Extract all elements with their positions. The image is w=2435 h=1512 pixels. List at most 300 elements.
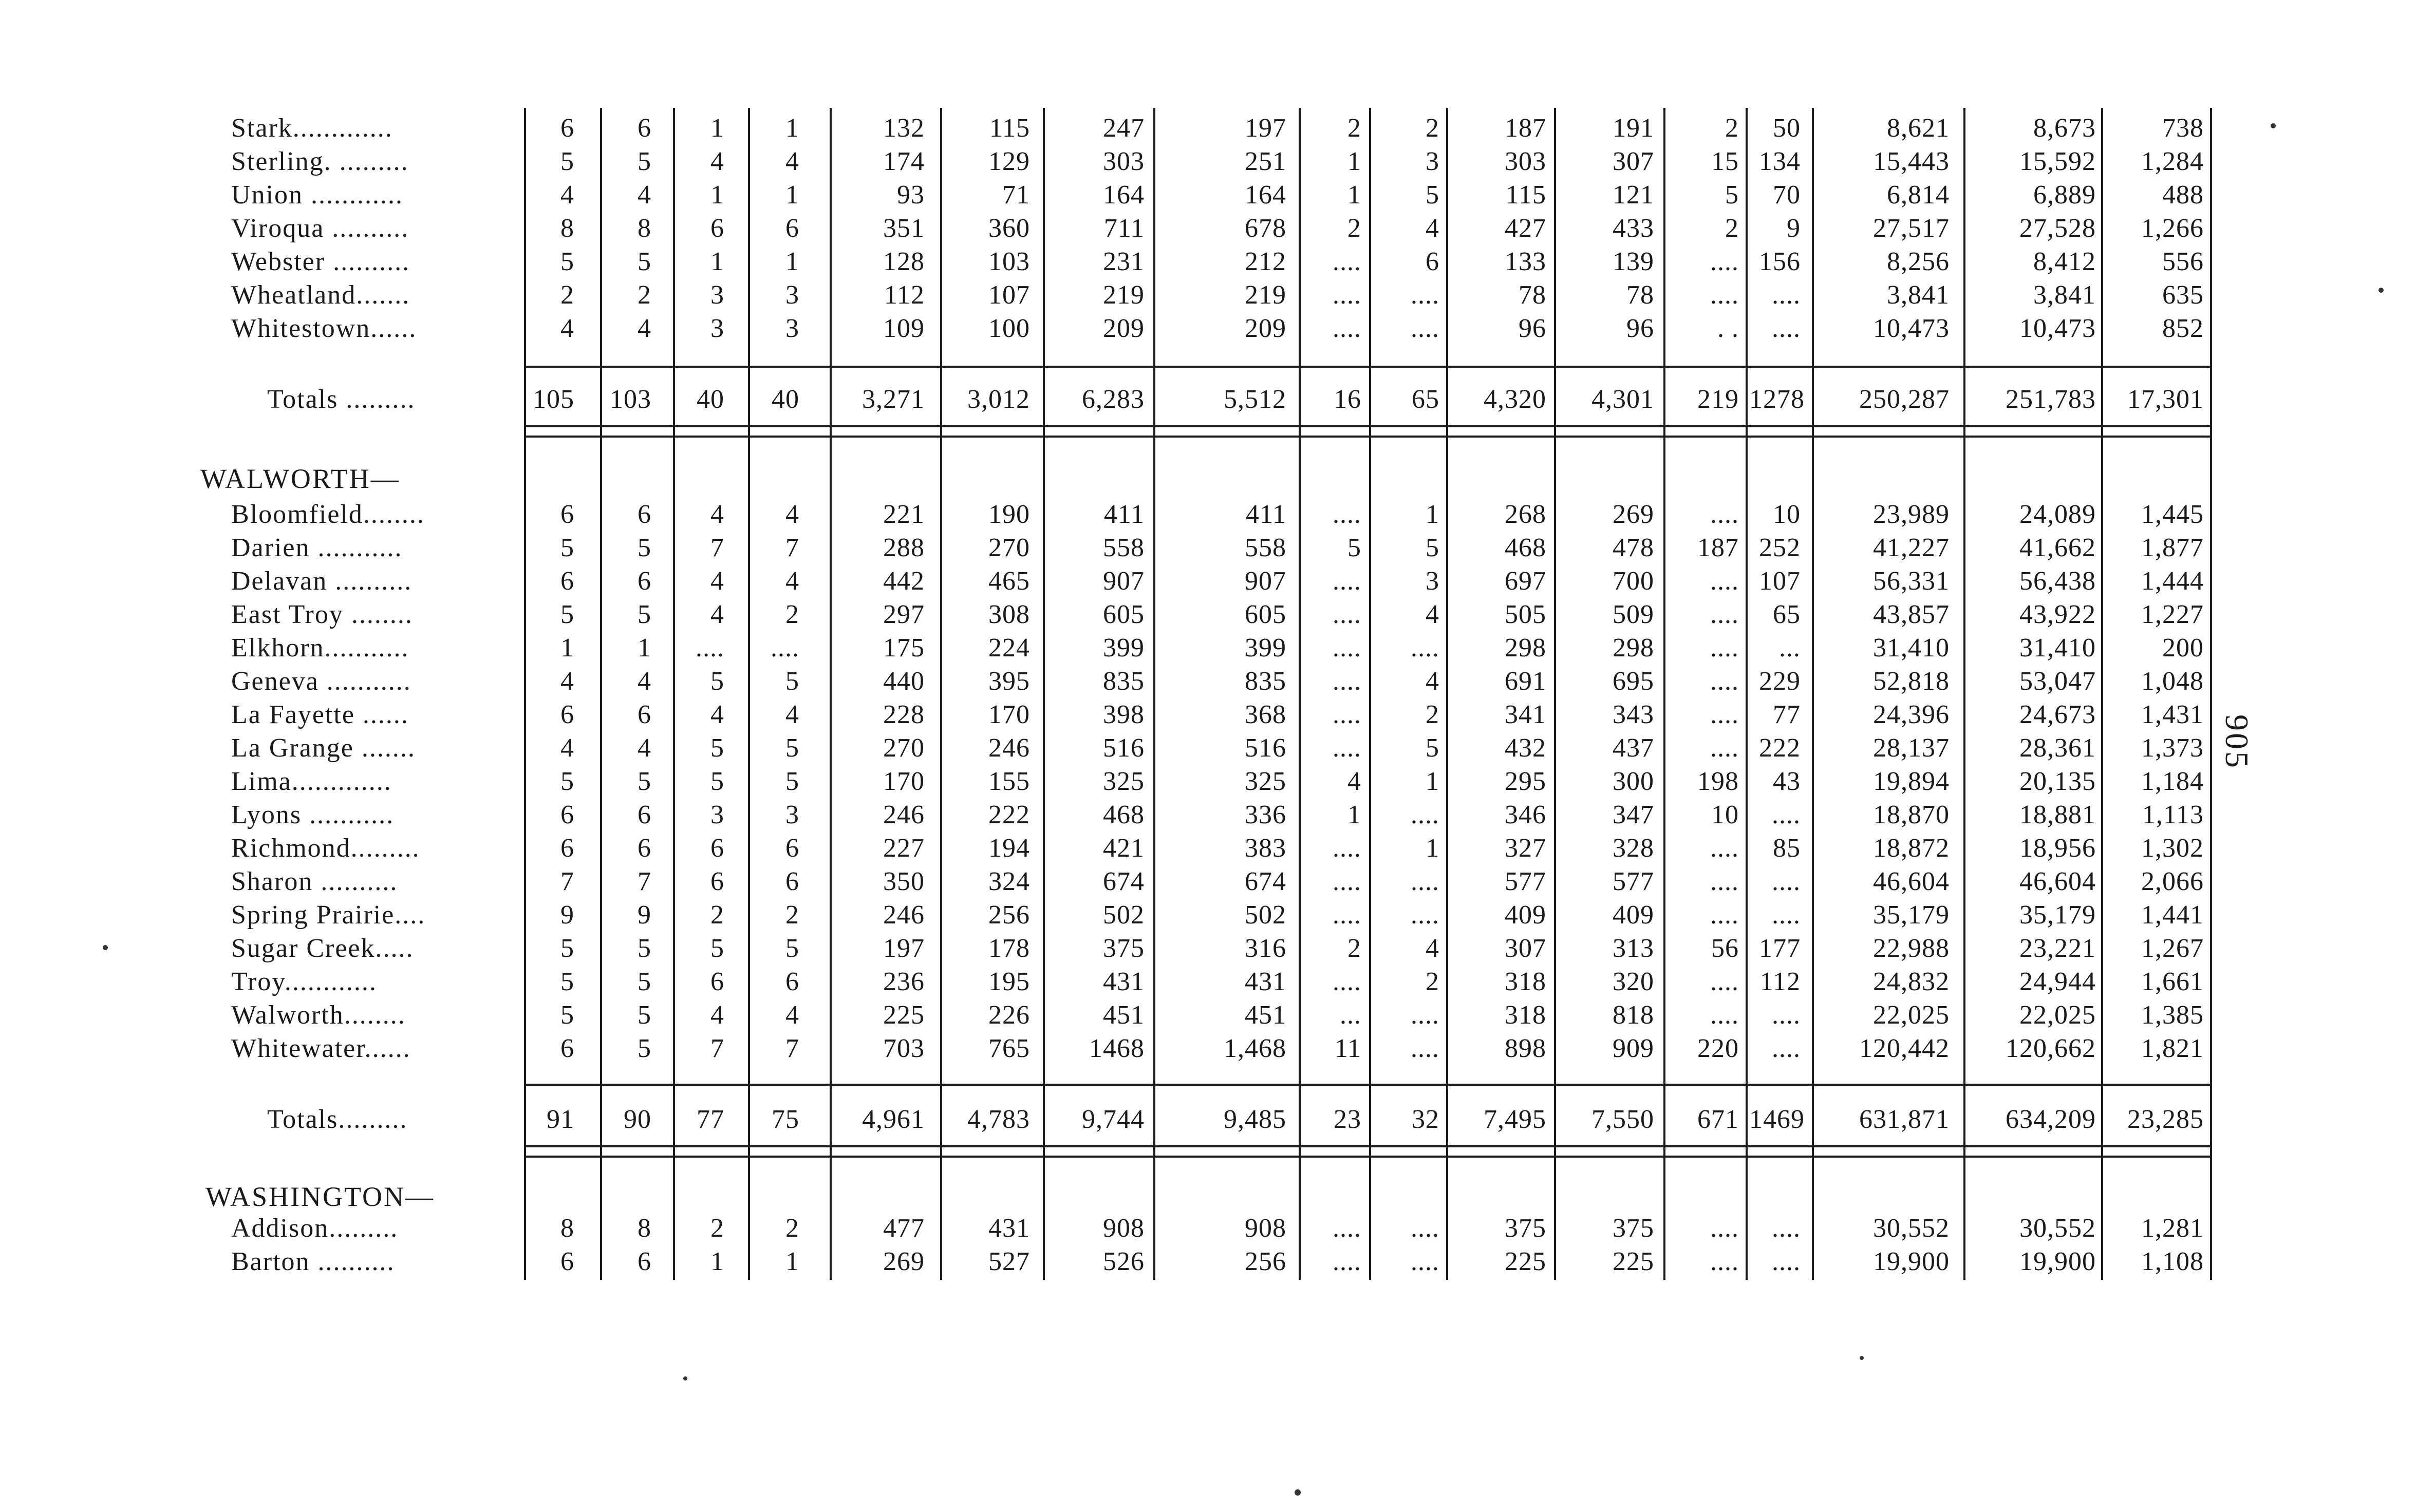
table-cell: 4 (638, 314, 651, 343)
table-cell: 5 (560, 967, 574, 996)
row-name: Bloomfield........ (231, 500, 425, 529)
table-cell: 209 (1103, 314, 1145, 343)
table-cell: 65 (1773, 600, 1801, 629)
table-cell: 691 (1505, 667, 1546, 696)
table-cell: 3 (710, 314, 724, 343)
table-cell: 19,894 (1873, 767, 1950, 796)
table-cell: .... (1333, 314, 1361, 343)
table-cell: 5 (710, 934, 724, 963)
table-cell: 228 (883, 700, 925, 729)
column-rule (1746, 1161, 1748, 1280)
table-cell: 6,814 (1887, 180, 1950, 210)
column-rule (1746, 441, 1748, 1161)
table-cell: 174 (883, 147, 925, 176)
table-cell: 5 (638, 600, 651, 629)
table-cell: .... (1333, 900, 1361, 930)
totals-cell: 631,871 (1859, 1105, 1950, 1134)
table-cell: 2 (785, 1214, 799, 1243)
column-rule (2210, 108, 2212, 441)
table-cell: 300 (1613, 767, 1654, 796)
table-cell: .... (1710, 834, 1739, 863)
column-rule (1369, 441, 1371, 1161)
table-cell: 7 (710, 533, 724, 562)
table-cell: 10,473 (2019, 314, 2096, 343)
column-rule (2210, 1161, 2212, 1280)
table-cell: 1,431 (2141, 700, 2204, 729)
table-cell: 269 (883, 1247, 925, 1276)
table-cell: 1,266 (2141, 214, 2204, 243)
table-cell: 3 (785, 314, 799, 343)
table-cell: 2 (560, 280, 574, 310)
table-cell: 5 (638, 967, 651, 996)
table-cell: 558 (1245, 533, 1286, 562)
column-rule (1812, 441, 1814, 1161)
table-cell: 5 (785, 934, 799, 963)
table-cell: 4 (785, 500, 799, 529)
table-cell: 4 (785, 700, 799, 729)
column-rule (748, 441, 750, 1161)
table-cell: 35,179 (2019, 900, 2096, 930)
column-rule (1663, 1161, 1665, 1280)
table-cell: 4 (1426, 214, 1439, 243)
row-name: Stark............. (231, 114, 393, 143)
table-cell: 129 (988, 147, 1030, 176)
table-cell: 222 (1759, 733, 1801, 763)
table-cell: 298 (1505, 633, 1546, 663)
row-name: Viroqua .......... (231, 214, 409, 243)
totals-cell: 103 (610, 385, 651, 414)
table-cell: .... (1710, 1000, 1739, 1030)
table-cell: 4 (638, 733, 651, 763)
table-cell: .... (1710, 700, 1739, 729)
table-cell: 451 (1245, 1000, 1286, 1030)
table-cell: 2 (710, 900, 724, 930)
table-cell: 194 (988, 834, 1030, 863)
table-cell: 20,135 (2019, 767, 2096, 796)
table-cell: 350 (883, 867, 925, 896)
table-cell: 120,662 (2006, 1034, 2096, 1063)
table-cell: .... (1411, 1214, 1439, 1243)
table-cell: 2 (1426, 967, 1439, 996)
table-cell: 907 (1245, 566, 1286, 596)
table-cell: 4 (560, 180, 574, 210)
table-cell: 320 (1613, 967, 1654, 996)
table-cell: 5 (785, 733, 799, 763)
table-cell: 170 (883, 767, 925, 796)
table-cell: 1,441 (2141, 900, 2204, 930)
table-cell: 4 (710, 600, 724, 629)
row-name: Barton .......... (231, 1247, 395, 1276)
table-cell: 227 (883, 834, 925, 863)
table-cell: 327 (1505, 834, 1546, 863)
totals-top-rule (524, 366, 2210, 368)
table-cell: 3 (1426, 147, 1439, 176)
table-cell: 6 (785, 214, 799, 243)
table-cell: 247 (1103, 114, 1145, 143)
table-cell: 19,900 (2019, 1247, 2096, 1276)
table-cell: 4 (1426, 600, 1439, 629)
table-cell: 2 (638, 280, 651, 310)
table-cell: 224 (988, 633, 1030, 663)
table-cell: 318 (1505, 967, 1546, 996)
table-cell: 219 (1245, 280, 1286, 310)
column-rule (673, 1161, 675, 1280)
table-cell: .... (1710, 667, 1739, 696)
table-cell: 246 (883, 800, 925, 829)
totals-cell: 251,783 (2006, 385, 2096, 414)
table-cell: 1,661 (2141, 967, 2204, 996)
table-cell: 5 (638, 147, 651, 176)
column-rule (1663, 441, 1665, 1161)
table-cell: 219 (1103, 280, 1145, 310)
column-rule (1043, 441, 1045, 1161)
table-cell: 375 (1505, 1214, 1546, 1243)
table-cell: 2 (785, 900, 799, 930)
table-cell: 526 (1103, 1247, 1145, 1276)
table-cell: .... (1710, 633, 1739, 663)
table-cell: .... (1411, 900, 1439, 930)
table-cell: 175 (883, 633, 925, 663)
table-cell: 220 (1697, 1034, 1739, 1063)
column-rule (524, 1161, 526, 1280)
totals-bottom-rule (524, 1156, 2210, 1158)
column-rule (1554, 108, 1556, 441)
table-cell: 577 (1505, 867, 1546, 896)
table-cell: 1,877 (2141, 533, 2204, 562)
table-cell: 509 (1613, 600, 1654, 629)
table-cell: 43,857 (1873, 600, 1950, 629)
table-cell: 22,025 (1873, 1000, 1950, 1030)
table-cell: .... (1333, 667, 1361, 696)
table-cell: 399 (1103, 633, 1145, 663)
table-cell: 307 (1505, 934, 1546, 963)
table-cell: 132 (883, 114, 925, 143)
table-cell: 6 (560, 1247, 574, 1276)
table-cell: 7 (560, 867, 574, 896)
table-cell: 3 (785, 800, 799, 829)
table-cell: 1 (1347, 180, 1361, 210)
table-cell: 269 (1613, 500, 1654, 529)
table-cell: 1 (1426, 500, 1439, 529)
table-cell: .... (696, 633, 724, 663)
table-cell: 19,900 (1873, 1247, 1950, 1276)
table-cell: 5 (1347, 533, 1361, 562)
table-cell: 398 (1103, 700, 1145, 729)
table-cell: .... (1772, 280, 1801, 310)
table-cell: 6 (560, 500, 574, 529)
table-cell: 313 (1613, 934, 1654, 963)
table-cell: 9 (1787, 214, 1801, 243)
table-cell: 1,267 (2141, 934, 2204, 963)
table-cell: 46,604 (1873, 867, 1950, 896)
table-cell: 155 (988, 767, 1030, 796)
table-cell: 308 (988, 600, 1030, 629)
totals-cell: 40 (697, 385, 724, 414)
column-rule (1299, 1161, 1301, 1280)
table-cell: 368 (1245, 700, 1286, 729)
row-name: Lima............. (231, 767, 392, 796)
totals-cell: 4,783 (967, 1105, 1030, 1134)
table-cell: 5 (560, 934, 574, 963)
table-cell: 6 (710, 214, 724, 243)
table-cell: 1,108 (2141, 1247, 2204, 1276)
column-rule (673, 441, 675, 1161)
table-cell: 209 (1245, 314, 1286, 343)
table-cell: 440 (883, 667, 925, 696)
totals-cell: 671 (1697, 1105, 1739, 1134)
table-cell: 421 (1103, 834, 1145, 863)
table-cell: 1468 (1089, 1034, 1145, 1063)
table-cell: 1,445 (2141, 500, 2204, 529)
column-rule (830, 108, 832, 441)
table-cell: 738 (2162, 114, 2204, 143)
column-rule (600, 441, 602, 1161)
row-name: Webster .......... (231, 247, 410, 276)
table-cell: 156 (1759, 247, 1801, 276)
totals-cell: 1469 (1749, 1105, 1805, 1134)
table-cell: 5 (1725, 180, 1739, 210)
table-cell: 2 (785, 600, 799, 629)
table-cell: 221 (883, 500, 925, 529)
table-cell: 28,361 (2019, 733, 2096, 763)
table-cell: 298 (1613, 633, 1654, 663)
totals-bottom-rule (524, 1145, 2210, 1147)
table-cell: 695 (1613, 667, 1654, 696)
table-cell: .... (1333, 1247, 1361, 1276)
table-cell: 35,179 (1873, 900, 1950, 930)
totals-cell: 250,287 (1859, 385, 1950, 414)
table-cell: ... (1779, 633, 1801, 663)
table-cell: 4 (785, 147, 799, 176)
column-rule (600, 108, 602, 441)
table-cell: 4 (560, 314, 574, 343)
table-cell: 288 (883, 533, 925, 562)
table-cell: 431 (1245, 967, 1286, 996)
column-rule (1963, 441, 1965, 1161)
table-cell: 4 (710, 1000, 724, 1030)
table-cell: 346 (1505, 800, 1546, 829)
table-cell: 558 (1103, 533, 1145, 562)
table-cell: 1,385 (2141, 1000, 2204, 1030)
table-cell: 6,889 (2033, 180, 2096, 210)
table-cell: 5 (785, 767, 799, 796)
table-cell: .... (1411, 633, 1439, 663)
table-cell: 431 (1103, 967, 1145, 996)
table-cell: 468 (1505, 533, 1546, 562)
table-cell: 96 (1626, 314, 1654, 343)
table-cell: 5 (560, 1000, 574, 1030)
table-cell: 22,988 (1873, 934, 1950, 963)
table-cell: .... (1710, 280, 1739, 310)
table-cell: 190 (988, 500, 1030, 529)
table-cell: 303 (1505, 147, 1546, 176)
table-cell: 4 (785, 566, 799, 596)
table-cell: 409 (1613, 900, 1654, 930)
table-cell: 7 (710, 1034, 724, 1063)
table-cell: 556 (2162, 247, 2204, 276)
table-cell: .... (1710, 566, 1739, 596)
row-name: Sharon .......... (231, 867, 398, 896)
totals-cell: 16 (1334, 385, 1361, 414)
row-name: Delavan .......... (231, 566, 413, 596)
table-cell: 908 (1245, 1214, 1286, 1243)
table-cell: 4 (785, 1000, 799, 1030)
table-cell: 2 (1347, 114, 1361, 143)
table-cell: 164 (1103, 180, 1145, 210)
table-cell: .... (1710, 733, 1739, 763)
table-cell: 78 (1519, 280, 1546, 310)
table-cell: 1,468 (1224, 1034, 1286, 1063)
table-cell: 4 (1426, 934, 1439, 963)
totals-label: Totals......... (267, 1105, 408, 1134)
table-cell: 9 (560, 900, 574, 930)
table-cell: 1,184 (2141, 767, 2204, 796)
table-cell: 527 (988, 1247, 1030, 1276)
table-cell: 678 (1245, 214, 1286, 243)
table-cell: 43 (1773, 767, 1801, 796)
table-cell: 270 (988, 533, 1030, 562)
section-heading: WALWORTH— (200, 463, 400, 494)
column-rule (748, 108, 750, 441)
table-cell: 852 (2162, 314, 2204, 343)
table-cell: 297 (883, 600, 925, 629)
table-cell: 8,673 (2033, 114, 2096, 143)
table-cell: 318 (1505, 1000, 1546, 1030)
table-cell: 27,528 (2019, 214, 2096, 243)
table-cell: 336 (1245, 800, 1286, 829)
table-cell: 477 (883, 1214, 925, 1243)
table-cell: 1,373 (2141, 733, 2204, 763)
table-cell: 1 (1347, 800, 1361, 829)
table-cell: 605 (1245, 600, 1286, 629)
column-rule (1369, 108, 1371, 441)
row-name: Addison......... (231, 1214, 399, 1243)
table-cell: 5 (560, 533, 574, 562)
table-cell: 6 (638, 834, 651, 863)
table-cell: 46,604 (2019, 867, 2096, 896)
table-cell: .... (1772, 1214, 1801, 1243)
table-cell: .... (1333, 633, 1361, 663)
column-rule (1663, 108, 1665, 441)
table-cell: .... (1710, 600, 1739, 629)
table-cell: 505 (1505, 600, 1546, 629)
row-name: Geneva ........... (231, 667, 411, 696)
table-cell: 11 (1334, 1034, 1361, 1063)
table-cell: 5 (710, 667, 724, 696)
table-cell: 187 (1505, 114, 1546, 143)
row-name: Sugar Creek..... (231, 934, 414, 963)
column-rule (1043, 108, 1045, 441)
totals-cell: 3,012 (967, 385, 1030, 414)
totals-bottom-rule (524, 425, 2210, 427)
table-cell: 30,552 (2019, 1214, 2096, 1243)
table-cell: 6 (560, 114, 574, 143)
table-cell: 96 (1519, 314, 1546, 343)
table-cell: 907 (1103, 566, 1145, 596)
table-cell: 256 (988, 900, 1030, 930)
table-cell: 8 (638, 1214, 651, 1243)
table-cell: .... (1772, 1034, 1801, 1063)
table-cell: 1 (1426, 767, 1439, 796)
row-name: Wheatland....... (231, 280, 410, 310)
table-cell: 15 (1711, 147, 1739, 176)
row-name: Spring Prairie.... (231, 900, 426, 930)
table-cell: 516 (1103, 733, 1145, 763)
table-cell: .... (1333, 834, 1361, 863)
table-cell: .... (1333, 600, 1361, 629)
table-cell: 409 (1505, 900, 1546, 930)
table-cell: ... (1340, 1000, 1361, 1030)
table-cell: 8,256 (1887, 247, 1950, 276)
column-rule (1554, 1161, 1556, 1280)
table-cell: 6 (638, 1247, 651, 1276)
table-cell: 178 (988, 934, 1030, 963)
table-cell: 56,331 (1873, 566, 1950, 596)
table-cell: 197 (883, 934, 925, 963)
table-cell: 225 (1505, 1247, 1546, 1276)
table-cell: 22,025 (2019, 1000, 2096, 1030)
totals-cell: 4,301 (1591, 385, 1654, 414)
table-cell: .... (1411, 314, 1439, 343)
table-cell: .... (1333, 733, 1361, 763)
row-name: La Fayette ...... (231, 700, 409, 729)
table-cell: 8,412 (2033, 247, 2096, 276)
table-cell: 236 (883, 967, 925, 996)
table-cell: 198 (1697, 767, 1739, 796)
table-cell: .... (1333, 280, 1361, 310)
table-cell: 252 (1759, 533, 1801, 562)
table-cell: 1 (1347, 147, 1361, 176)
table-cell: 18,870 (1873, 800, 1950, 829)
table-cell: 1 (710, 1247, 724, 1276)
table-cell: 411 (1103, 500, 1145, 529)
table-cell: .... (1333, 867, 1361, 896)
table-cell: 2 (1426, 114, 1439, 143)
table-cell: 674 (1103, 867, 1145, 896)
table-cell: 351 (883, 214, 925, 243)
table-cell: 256 (1245, 1247, 1286, 1276)
table-cell: .... (1710, 900, 1739, 930)
table-cell: 52,818 (1873, 667, 1950, 696)
column-rule (1446, 1161, 1448, 1280)
totals-cell: 219 (1697, 385, 1739, 414)
table-cell: 24,089 (2019, 500, 2096, 529)
table-cell: 697 (1505, 566, 1546, 596)
table-cell: 23,221 (2019, 934, 2096, 963)
table-cell: 2 (1347, 934, 1361, 963)
totals-cell: 90 (624, 1105, 651, 1134)
table-cell: 1,302 (2141, 834, 2204, 863)
table-cell: 31,410 (2019, 633, 2096, 663)
table-cell: 8,621 (1887, 114, 1950, 143)
table-cell: 115 (1505, 180, 1546, 210)
table-cell: 15,592 (2019, 147, 2096, 176)
totals-cell: 23 (1334, 1105, 1361, 1134)
table-cell: 1 (638, 633, 651, 663)
table-cell: 2 (1725, 214, 1739, 243)
totals-cell: 75 (772, 1105, 799, 1134)
row-name: Walworth........ (231, 1000, 406, 1030)
table-cell: 3,841 (2033, 280, 2096, 310)
totals-bottom-rule (524, 436, 2210, 438)
table-cell: .... (1710, 1247, 1739, 1276)
table-cell: 2,066 (2141, 867, 2204, 896)
table-cell: .... (1710, 967, 1739, 996)
row-name: Elkhorn........... (231, 633, 409, 663)
table-cell: 164 (1245, 180, 1286, 210)
totals-cell: 91 (547, 1105, 574, 1134)
table-cell: .... (1411, 1000, 1439, 1030)
